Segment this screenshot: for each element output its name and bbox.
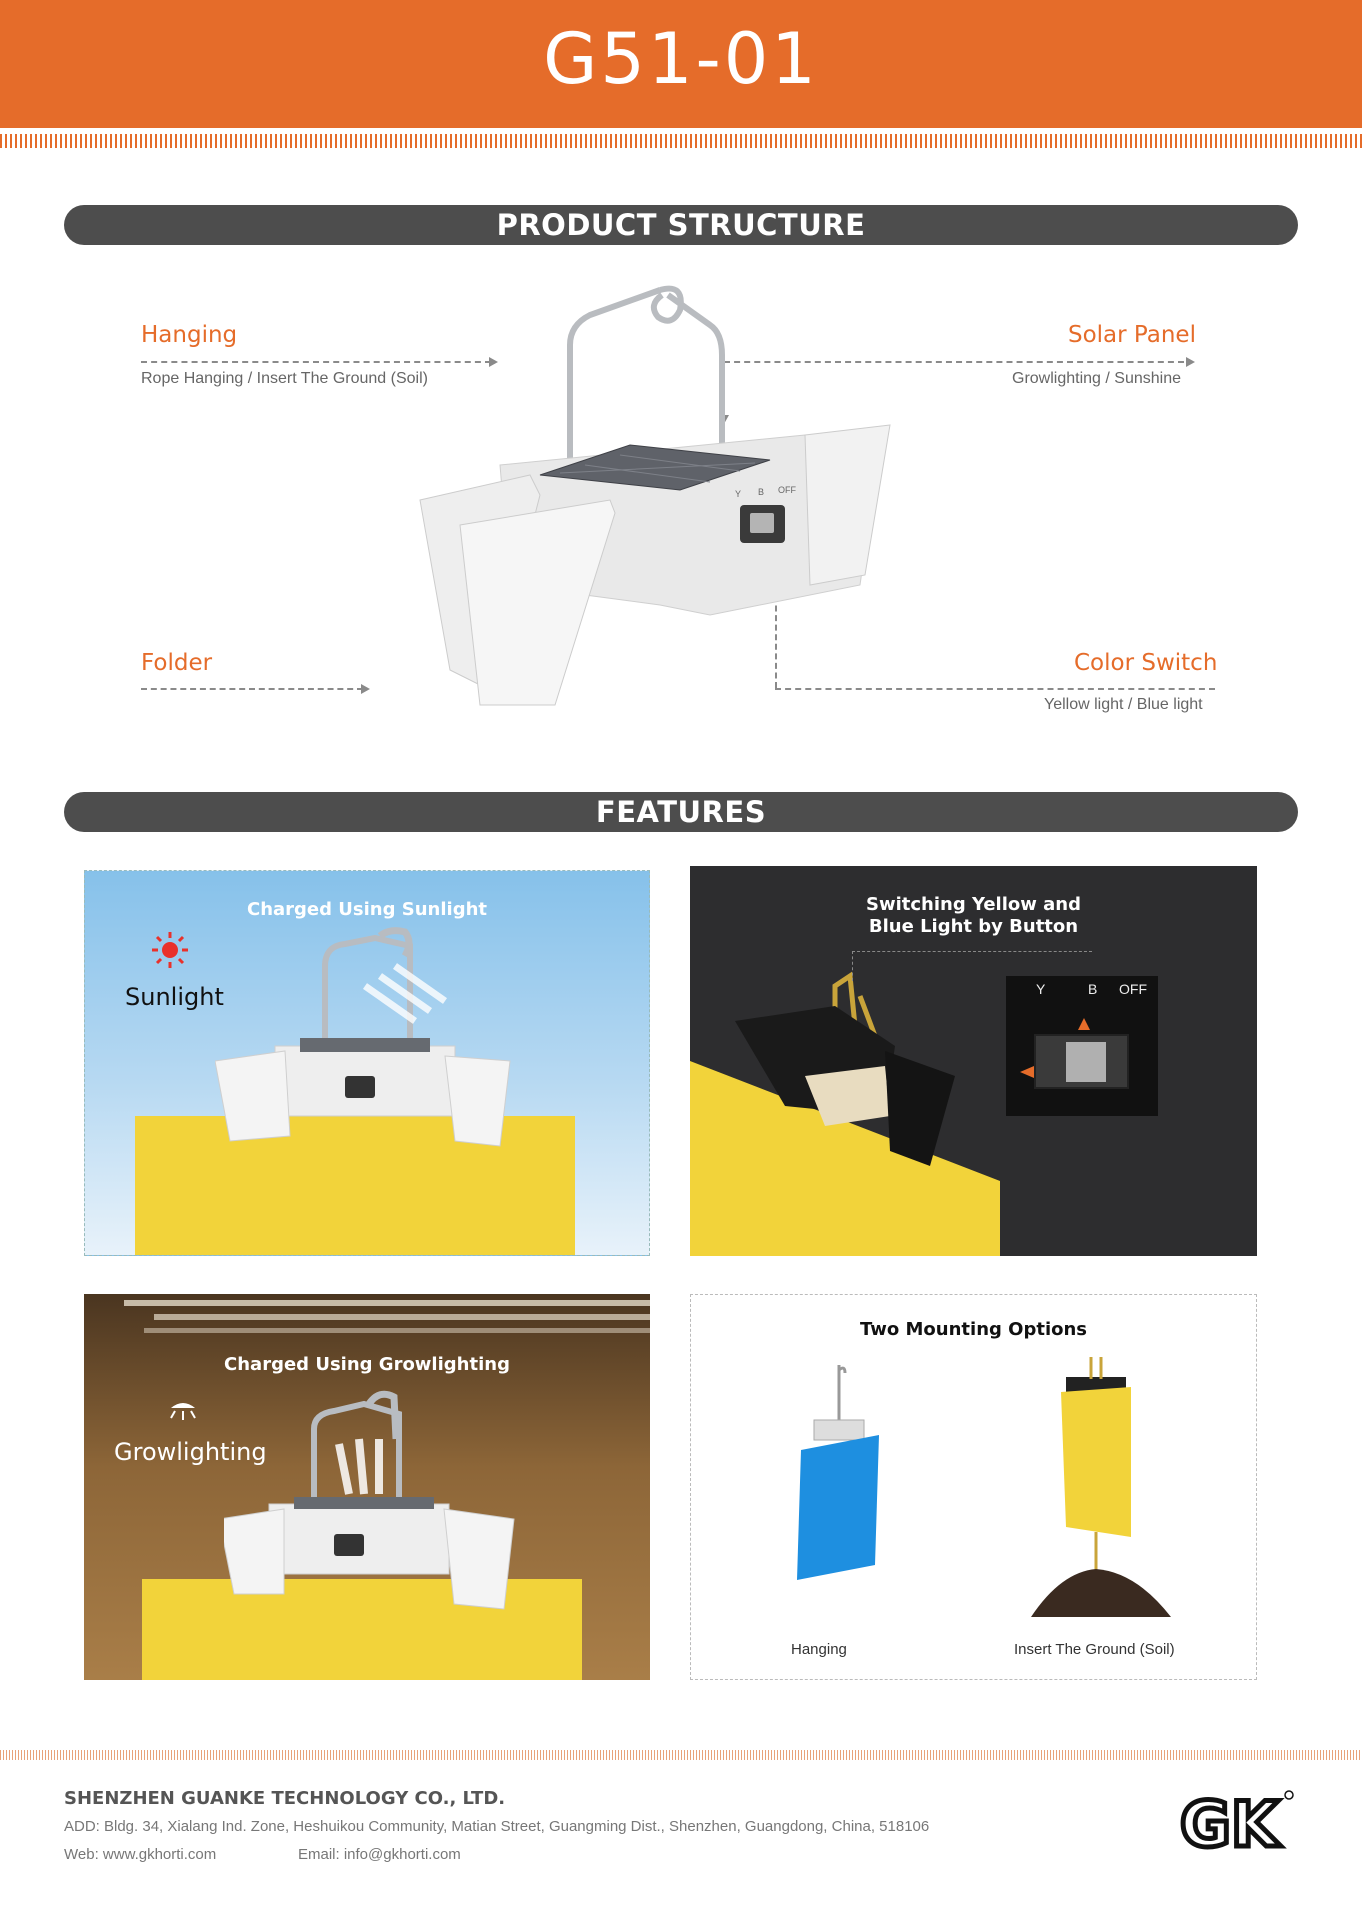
device-on-card-icon xyxy=(215,926,525,1166)
feature-panel-sunlight xyxy=(84,870,650,1256)
device-on-card-icon xyxy=(224,1379,524,1619)
mounting-label-hanging: Hanging xyxy=(791,1641,847,1658)
svg-text:GK: GK xyxy=(1180,1788,1279,1858)
callout-hanging-title: Hanging xyxy=(141,322,238,348)
grow-light-bar xyxy=(124,1300,650,1306)
gk-logo-icon xyxy=(1176,1786,1296,1858)
feature-label-growlighting: Growlighting xyxy=(114,1438,267,1466)
footer-divider xyxy=(0,1750,1362,1760)
ground-mount-icon xyxy=(1021,1357,1181,1627)
header-banner xyxy=(0,0,1362,128)
switch-closeup-label-b: B xyxy=(1088,981,1098,997)
product-illustration xyxy=(410,285,910,715)
section-title-product-structure: PRODUCT STRUCTURE xyxy=(496,208,866,242)
feature-panel-switching xyxy=(690,866,1257,1256)
callout-folder-title: Folder xyxy=(141,650,213,676)
grow-light-icon xyxy=(166,1398,200,1426)
callout-color-switch-title: Color Switch xyxy=(1074,650,1218,676)
header-tick-border xyxy=(0,134,1362,148)
callout-hanging-sub: Rope Hanging / Insert The Ground (Soil) xyxy=(141,370,428,387)
grow-light-bar xyxy=(144,1328,650,1333)
company-email: Email: info@gkhorti.com xyxy=(298,1846,461,1863)
callout-solar-title: Solar Panel xyxy=(1068,322,1196,348)
company-name: SHENZHEN GUANKE TECHNOLOGY CO., LTD. xyxy=(64,1788,506,1809)
leader-line xyxy=(852,951,1092,952)
feature-title-sunlight: Charged Using Sunlight xyxy=(247,899,487,920)
switch-label-off: OFF xyxy=(778,485,796,495)
orange-arrow-up-icon xyxy=(1078,1018,1090,1030)
feature-title-growlighting: Charged Using Growlighting xyxy=(224,1354,510,1375)
feature-panel-mounting xyxy=(690,1294,1257,1680)
section-bar-features xyxy=(64,792,1298,832)
feature-title-switching-line1: Switching Yellow and xyxy=(865,894,1082,915)
right-clip-wing xyxy=(805,425,890,585)
switch-knob-icon xyxy=(1066,1042,1106,1082)
black-device-icon xyxy=(715,966,975,1166)
orange-arrow-left-icon xyxy=(1020,1066,1034,1078)
mounting-label-soil: Insert The Ground (Soil) xyxy=(1014,1641,1175,1658)
callout-solar-sub: Growlighting / Sunshine xyxy=(1012,370,1181,387)
switch-closeup-label-y: Y xyxy=(1036,981,1046,997)
section-bar-product-structure xyxy=(64,205,1298,245)
company-address: ADD: Bldg. 34, Xialang Ind. Zone, Heshuikou Community, Matian Street, Guangming Dist., Shenzhen, Guangdong, China, 518106 xyxy=(64,1818,930,1835)
grow-light-bar xyxy=(154,1314,650,1320)
left-clip-front xyxy=(460,500,615,705)
sun-icon xyxy=(151,931,189,969)
section-title-features: FEATURES xyxy=(595,795,767,829)
feature-label-sunlight: Sunlight xyxy=(125,983,224,1011)
leader-line xyxy=(852,951,853,981)
switch-label-y: Y xyxy=(735,489,742,499)
callout-folder-line xyxy=(141,688,363,690)
switch-closeup-label-off: OFF xyxy=(1119,981,1147,997)
hanging-mount-icon xyxy=(779,1365,899,1615)
feature-title-mounting: Two Mounting Options xyxy=(859,1319,1088,1340)
switch-closeup xyxy=(1006,976,1158,1116)
feature-panel-growlighting xyxy=(84,1294,650,1680)
arrow-right-icon xyxy=(1186,357,1195,367)
gk-logo xyxy=(1176,1786,1296,1858)
switch-label-b: B xyxy=(758,487,765,497)
company-website: Web: www.gkhorti.com xyxy=(64,1846,217,1863)
feature-title-switching-line2: Blue Light by Button xyxy=(868,916,1079,937)
callout-color-switch-sub: Yellow light / Blue light xyxy=(1044,696,1203,713)
product-model-title: G51-01 xyxy=(543,18,819,100)
arrow-right-icon xyxy=(361,684,370,694)
